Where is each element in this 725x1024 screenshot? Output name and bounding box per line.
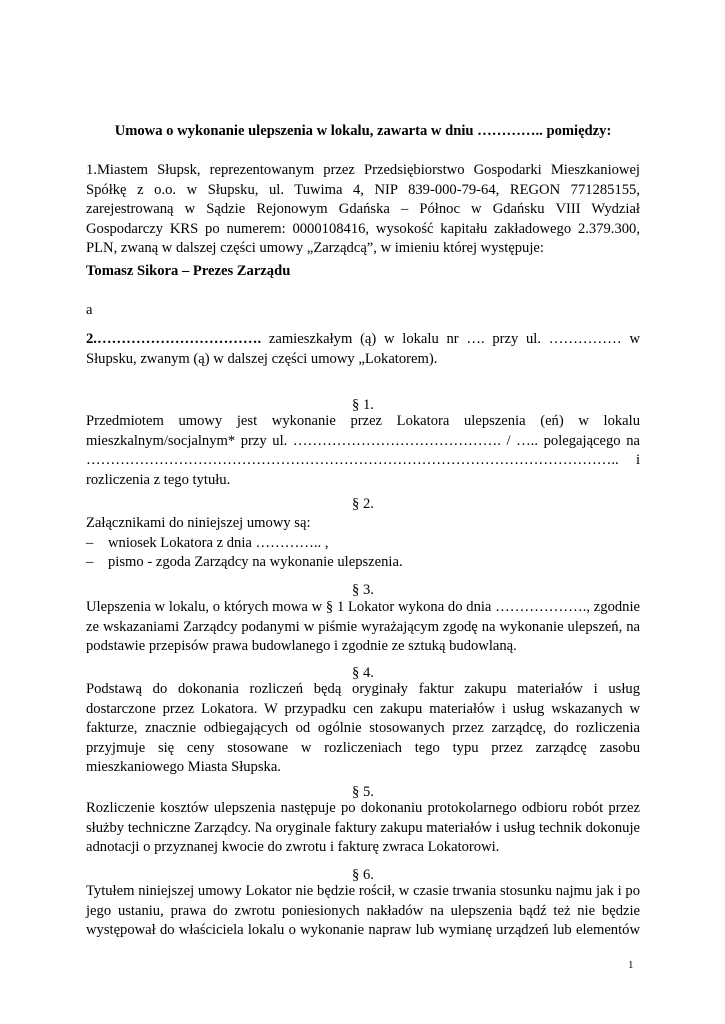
section-3-text: Ulepszenia w lokalu, o których mowa w § 1 Lokator wykona do dnia ………………., zgodnie ze wskazaniami Zarządcy podanymi w piśmie wyrażającym zgodę na wykonanie ulepszeń, na podstawie przepisów prawa budowlanego i zgodnie ze sztuką budowlaną. (86, 599, 640, 655)
section-5-text: Rozliczenie kosztów ulepszenia następuje po dokonaniu protokolarnego odbioru robót przez służby techniczne Zarządcy. Na oryginale faktury zakupu materiałów i usług technik dokonuje adnotacji o przyznanej kwocie do zwrotu i fakturę zwraca Lokatorowi. (86, 800, 640, 856)
section-5-heading: § 5. (352, 784, 374, 800)
document-title: Umowa o wykonanie ulepszenia w lokalu, zawarta w dniu ………….. pomiędzy: (114, 123, 612, 139)
section-3-heading: § 3. (352, 582, 374, 598)
section-1-text: Przedmiotem umowy jest wykonanie przez Lokatora ulepszenia (eń) w lokalu mieszkalnym/socjalnym* przy ul. ……………………………………. / ….. polegającego na ……………………………………………………………………………………………….. i rozliczenia z tego tytułu. (86, 413, 640, 488)
party2-name-placeholder: 2.……………………………. (86, 331, 262, 347)
section-6-text: Tytułem niniejszej umowy Lokator nie będzie rościł, w czasie trwania stosunku najmu jak i po jego ustaniu, prawa do zwrotu poniesionych nakładów na ulepszenia bądź też nie będzie występował do właściciela lokalu o wykonanie napraw lub wymianę urządzeń lub elementów (86, 883, 640, 939)
list-item: – pismo - zgoda Zarządcy na wykonanie ulepszenia. (86, 553, 640, 573)
list-item: – wniosek Lokatora z dnia ………….. , (86, 534, 640, 554)
party2-paragraph (86, 330, 640, 369)
section-4-text: Podstawą do dokonania rozliczeń będą oryginały faktur zakupu materiałów i usług dostarczone przez Lokatora. W przypadku cen zakupu materiałów i usług wskazanych w fakturze, znacznie odbiegających od ogólnie stosowanych przez zarządcę, do rozliczenia przyjmuje się ceny stosowane w rozliczeniach tego typu przez zarządcę zasobu mieszkaniowego Miasta Słupska. (86, 681, 640, 776)
section-2-body (86, 514, 640, 573)
party2-text: zamieszkałym (ą) w lokalu nr …. przy ul. …………… w Słupsku, zwanym (ą) w dalszej części umowy „Lokatorem). (86, 331, 640, 367)
party1-paragraph: 1.Miastem Słupsk, reprezentowanym przez Przedsiębiorstwo Gospodarki Mieszkaniowej Spółkę z o.o. w Słupsku, ul. Tuwima 4, NIP 839-000-79-64, REGON 771285155, zarejestrowaną w Sądzie Rejonowym Gdańska – Północ w Gdańsku VIII Wydział Gospodarczy KRS po numerem: 0000108416, wysokość kapitału zakładowego 2.379.300, PLN, zwaną w dalszej części umowy „Zarządcą”, w imieniu której występuje: (86, 162, 640, 257)
section-2-text: Załącznikami do niniejszej umowy są: (86, 515, 311, 531)
conjunction: a (86, 302, 93, 318)
section-4-heading: § 4. (352, 665, 374, 681)
page-number: 1 (628, 959, 634, 971)
section-2-heading: § 2. (352, 496, 374, 512)
attachments-list (86, 534, 640, 573)
representative: Tomasz Sikora – Prezes Zarządu (86, 263, 291, 279)
section-1-heading: § 1. (352, 397, 374, 413)
section-6-heading: § 6. (352, 867, 374, 883)
